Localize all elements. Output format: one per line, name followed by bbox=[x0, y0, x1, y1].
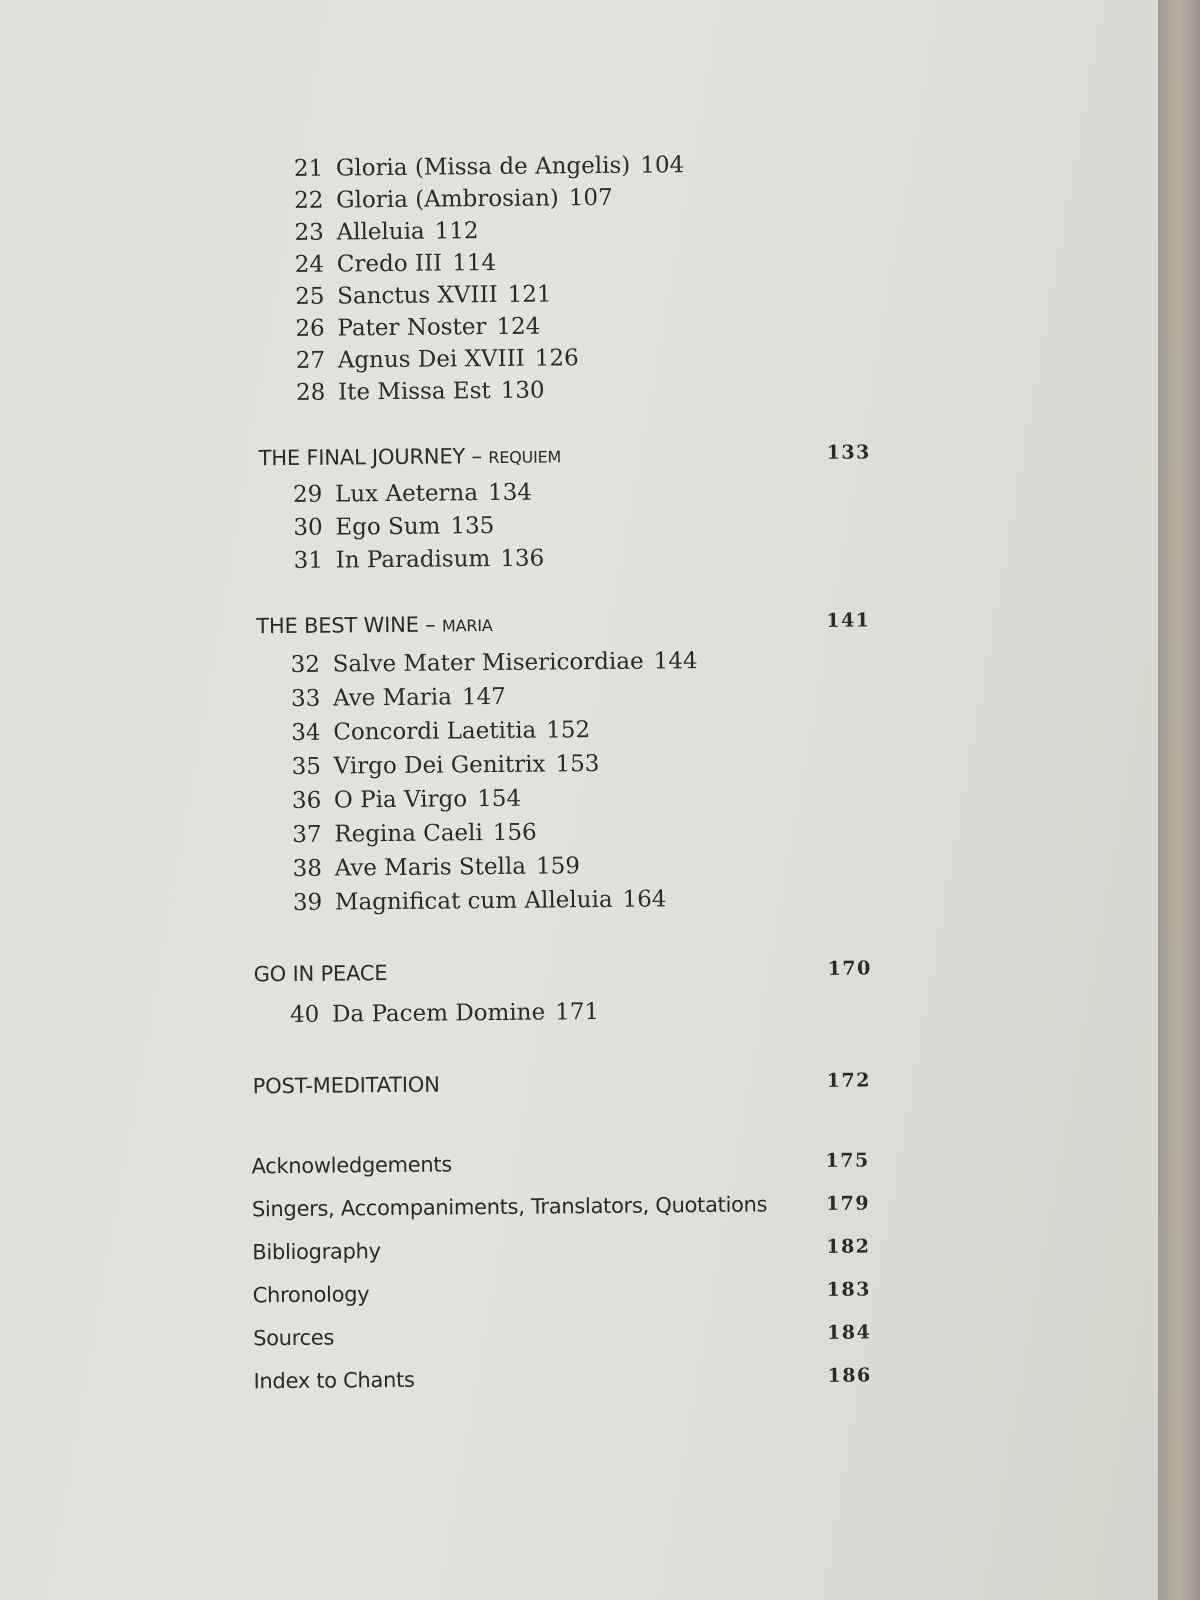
section-heading-go-in-peace bbox=[254, 958, 388, 989]
back-matter-sources: Sources bbox=[253, 1325, 335, 1351]
entry-number: 29 bbox=[292, 481, 323, 508]
entry-page: 136 bbox=[500, 545, 545, 572]
page-edge-shadow bbox=[1158, 0, 1200, 1600]
entry-page: 112 bbox=[434, 218, 479, 245]
entry-title: Credo III bbox=[336, 250, 443, 278]
entry-number: 30 bbox=[293, 514, 323, 541]
entry-number: 33 bbox=[290, 685, 321, 712]
entry-page: 124 bbox=[496, 313, 541, 340]
toc-entry-26 bbox=[295, 311, 540, 345]
entry-title: In Paradisum bbox=[335, 546, 491, 574]
toc-entry-23 bbox=[294, 215, 478, 249]
entry-title: Ite Missa Est bbox=[337, 378, 491, 406]
toc-entry-28 bbox=[296, 375, 545, 409]
section-page-best-wine: 141 bbox=[826, 609, 871, 632]
entry-number: 35 bbox=[291, 753, 322, 780]
back-matter-page-chronology: 183 bbox=[826, 1278, 871, 1301]
toc-entry-38 bbox=[292, 850, 580, 885]
entry-page: 156 bbox=[492, 819, 537, 847]
section-subtitle: REQUIEM bbox=[488, 447, 562, 468]
entry-title: Virgo Dei Genitrix bbox=[333, 751, 546, 780]
toc-entry-22 bbox=[294, 182, 613, 217]
entry-title: Regina Caeli bbox=[334, 820, 483, 848]
section-heading-post-meditation bbox=[253, 1070, 440, 1102]
back-matter-singers: Singers, Accompaniments, Translators, Quotations bbox=[251, 1192, 768, 1222]
entry-page: 134 bbox=[487, 479, 533, 507]
entry-title: Magnificat cum Alleluia bbox=[334, 886, 613, 916]
entry-number: 21 bbox=[293, 155, 324, 182]
entry-page: 171 bbox=[555, 999, 600, 1026]
back-matter-page-acknowledgements: 175 bbox=[825, 1149, 870, 1172]
entry-number: 32 bbox=[290, 651, 321, 678]
back-matter-index: Index to Chants bbox=[253, 1367, 415, 1394]
entry-title: Sanctus XVIII bbox=[337, 281, 498, 310]
back-matter-page-bibliography: 182 bbox=[826, 1235, 871, 1258]
entry-number: 24 bbox=[294, 251, 325, 278]
entry-page: 152 bbox=[546, 717, 591, 744]
toc-entry-21 bbox=[294, 149, 685, 185]
entry-page: 164 bbox=[622, 886, 667, 913]
entry-title: O Pia Virgo bbox=[333, 786, 468, 814]
toc-entry-33 bbox=[291, 681, 506, 715]
entry-number: 34 bbox=[291, 719, 321, 746]
section-heading-final-journey bbox=[259, 440, 562, 475]
section-page-go-in-peace: 170 bbox=[827, 957, 872, 980]
entry-number: 25 bbox=[295, 283, 325, 310]
back-matter-chronology: Chronology bbox=[252, 1282, 370, 1308]
toc-entry-40 bbox=[290, 996, 599, 1031]
back-matter-page-sources: 184 bbox=[827, 1321, 872, 1344]
section-dash: – bbox=[418, 612, 443, 637]
section-title: THE BEST WINE bbox=[256, 612, 419, 639]
entry-title: Lux Aeterna bbox=[334, 480, 479, 508]
section-page-final-journey: 133 bbox=[826, 441, 871, 464]
entry-number: 40 bbox=[289, 1001, 320, 1028]
entry-page: 153 bbox=[555, 751, 600, 778]
entry-page: 135 bbox=[450, 513, 495, 540]
entry-page: 154 bbox=[477, 785, 522, 813]
toc-entry-29 bbox=[293, 477, 532, 511]
entry-number: 27 bbox=[295, 347, 326, 374]
entry-title: Salve Mater Misericordiae bbox=[332, 648, 644, 678]
entry-title: Concordi Laetitia bbox=[333, 717, 537, 746]
entry-number: 37 bbox=[292, 821, 322, 848]
entry-page: 147 bbox=[461, 683, 506, 711]
entry-number: 39 bbox=[292, 889, 323, 916]
section-title: POST-MEDITATION bbox=[252, 1072, 440, 1099]
entry-page: 107 bbox=[568, 184, 613, 212]
entry-title: Agnus Dei XVIII bbox=[337, 345, 525, 374]
entry-page: 114 bbox=[452, 249, 497, 277]
entry-title: Ave Maris Stella bbox=[334, 853, 527, 882]
toc-entry-37 bbox=[292, 817, 537, 851]
section-title: THE FINAL JOURNEY bbox=[258, 444, 466, 471]
back-matter-acknowledgements: Acknowledgements bbox=[251, 1152, 453, 1179]
toc-entry-34 bbox=[291, 714, 590, 749]
toc-entry-35 bbox=[292, 748, 600, 783]
entry-title: Da Pacem Domine bbox=[331, 999, 546, 1028]
back-matter-page-index: 186 bbox=[827, 1364, 872, 1387]
section-title: GO IN PEACE bbox=[253, 961, 388, 987]
back-matter-bibliography: Bibliography bbox=[252, 1239, 381, 1265]
entry-page: 104 bbox=[640, 152, 685, 179]
section-page-post-meditation: 172 bbox=[826, 1069, 871, 1092]
entry-title: Alleluia bbox=[336, 218, 425, 246]
entry-number: 26 bbox=[295, 315, 325, 342]
section-subtitle: MARIA bbox=[441, 616, 493, 636]
toc-entry-27 bbox=[296, 342, 579, 377]
entry-number: 23 bbox=[294, 219, 324, 246]
toc-entry-25 bbox=[295, 278, 552, 312]
entry-title: Pater Noster bbox=[337, 314, 487, 342]
entry-page: 126 bbox=[534, 345, 579, 372]
entry-page: 130 bbox=[500, 377, 545, 404]
entry-title: Ave Maria bbox=[332, 684, 453, 712]
entry-title: Gloria (Missa de Angelis) bbox=[335, 152, 631, 182]
toc-entry-31 bbox=[294, 543, 545, 577]
entry-title: Ego Sum bbox=[335, 513, 441, 541]
back-matter-page-singers: 179 bbox=[825, 1192, 871, 1215]
toc-entry-24 bbox=[295, 247, 497, 281]
toc-entry-36 bbox=[292, 783, 521, 817]
entry-page: 159 bbox=[535, 853, 581, 880]
entry-number: 22 bbox=[294, 187, 324, 214]
toc-entry-30 bbox=[293, 510, 494, 544]
section-heading-best-wine bbox=[256, 609, 493, 643]
toc-entry-32 bbox=[291, 645, 698, 681]
entry-number: 28 bbox=[295, 379, 326, 406]
entry-number: 38 bbox=[292, 855, 323, 882]
entry-number: 31 bbox=[293, 547, 324, 574]
entry-page: 144 bbox=[653, 648, 698, 675]
toc-entry-39 bbox=[293, 883, 667, 919]
section-dash: – bbox=[464, 444, 489, 469]
entry-number: 36 bbox=[291, 787, 322, 814]
entry-page: 121 bbox=[507, 281, 552, 308]
entry-title: Gloria (Ambrosian) bbox=[336, 185, 559, 214]
